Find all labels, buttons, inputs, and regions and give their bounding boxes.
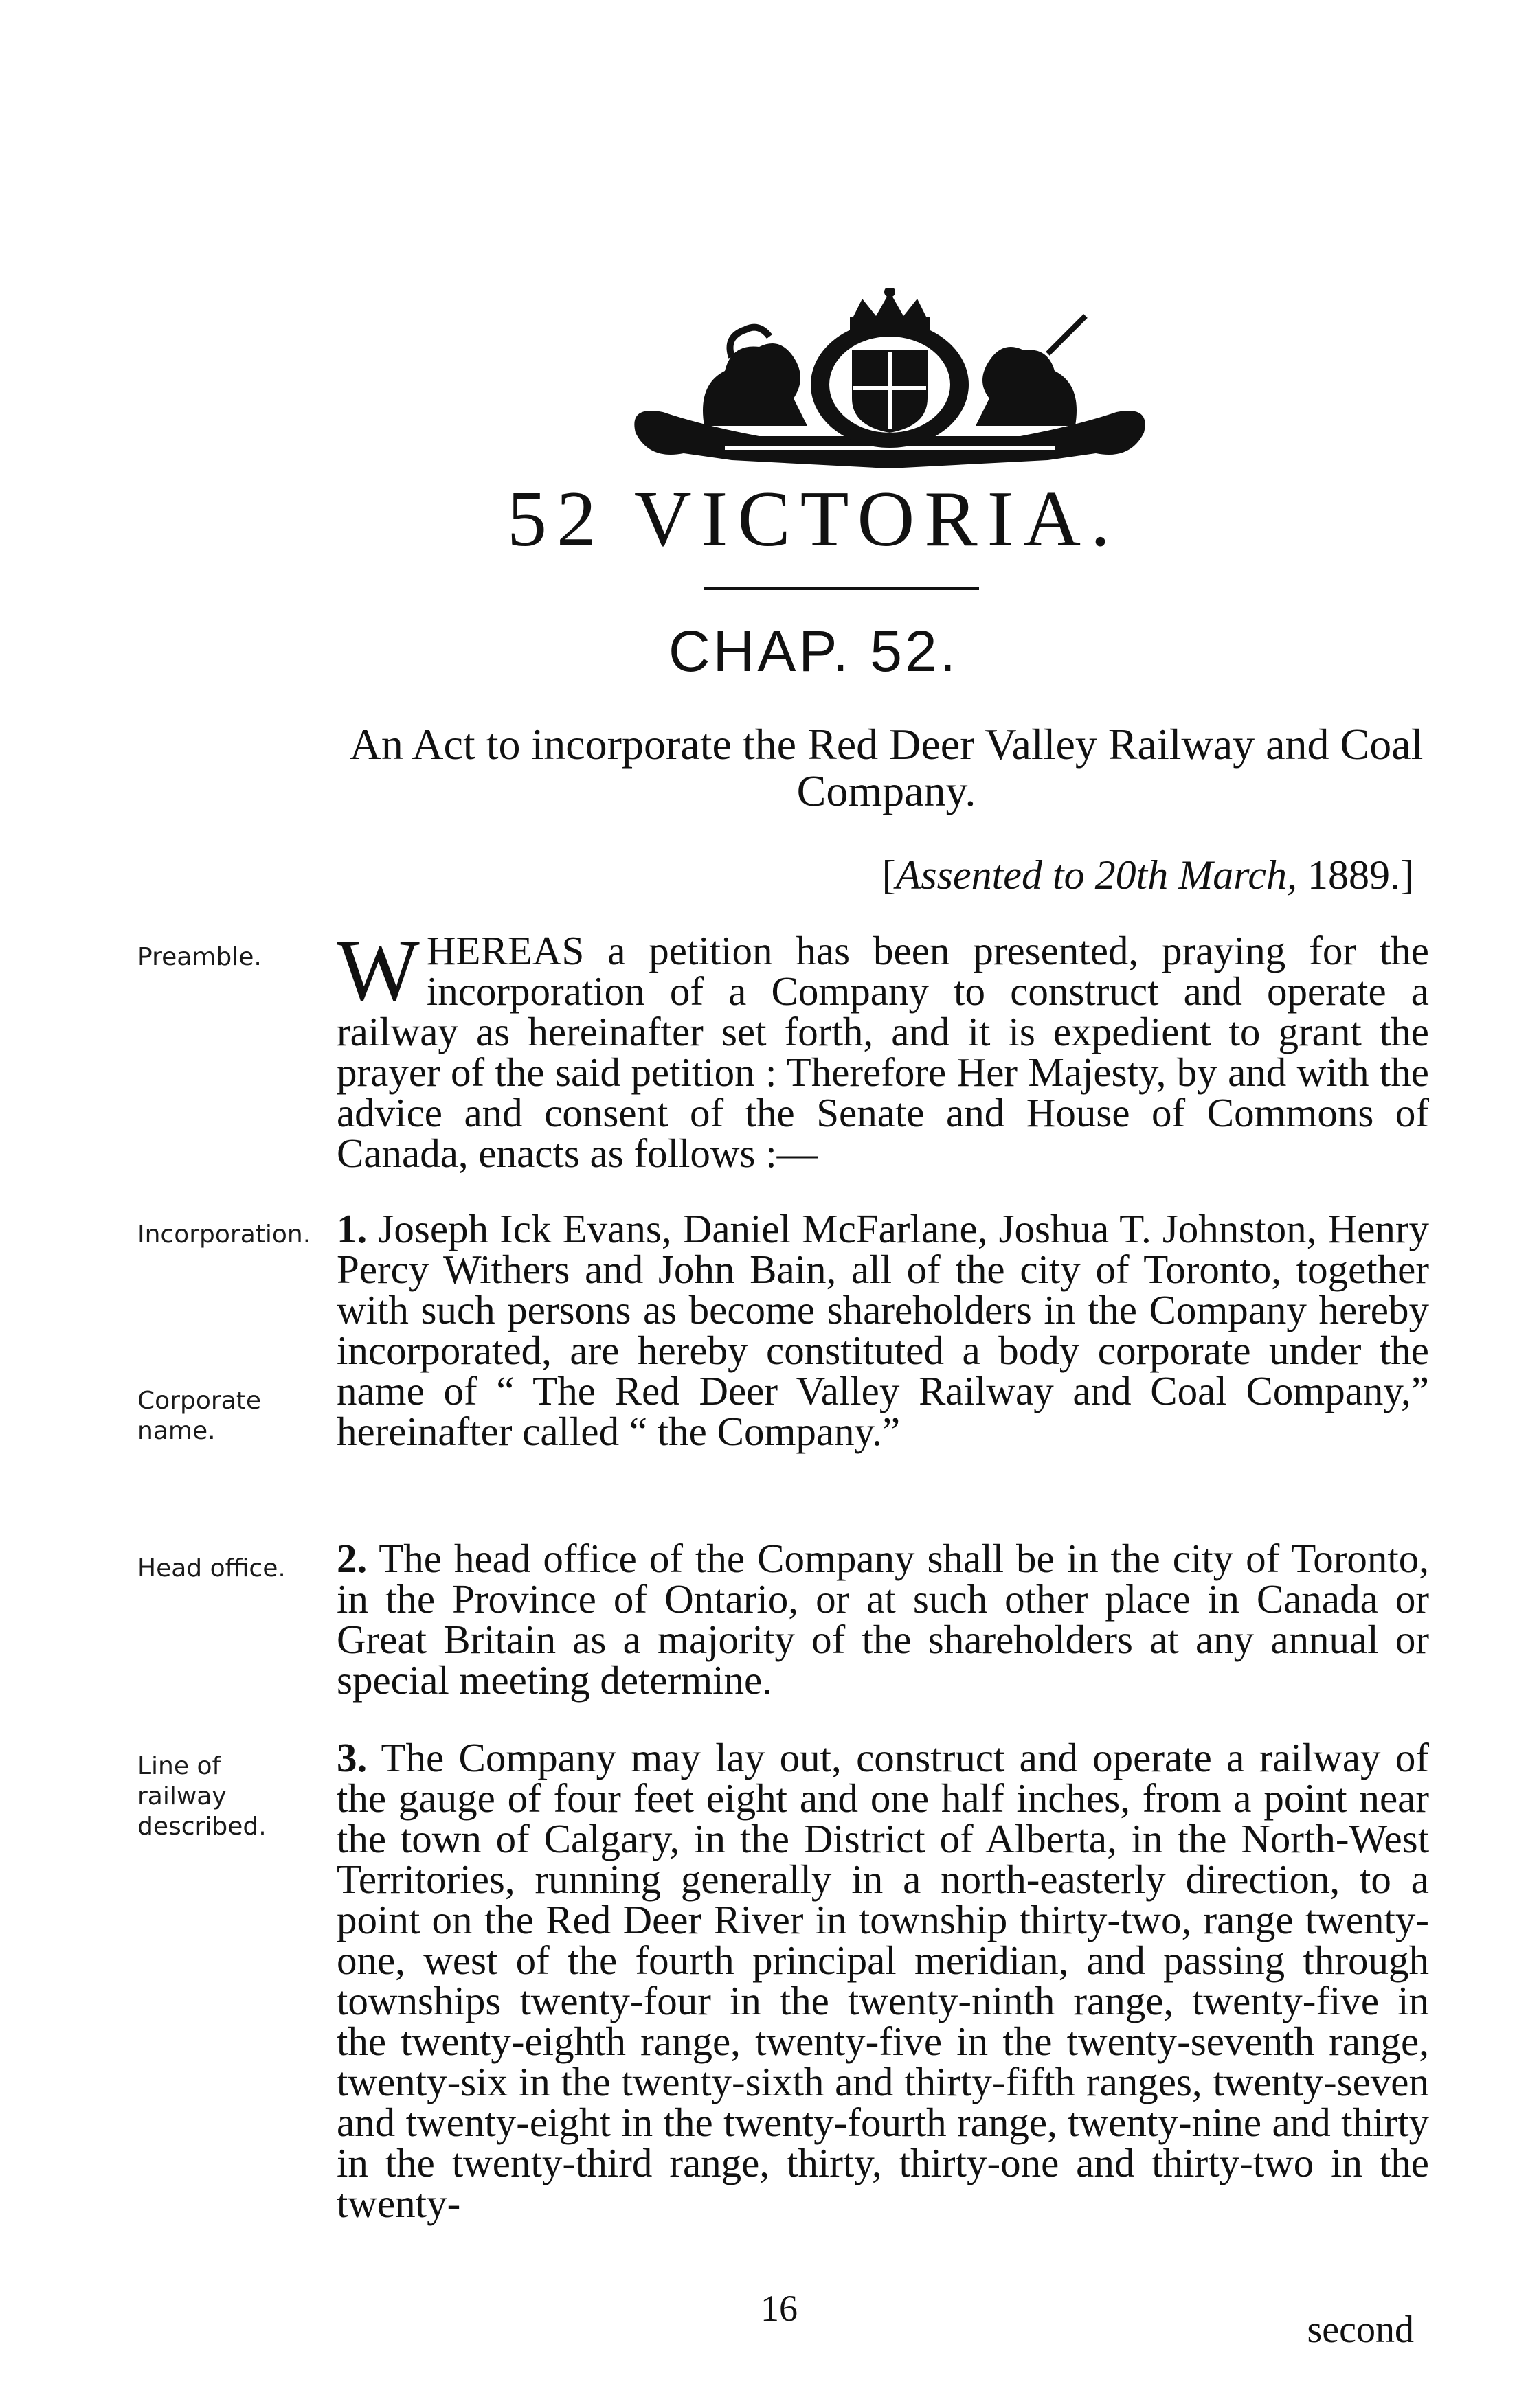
assent-date: Assented to 20th March,: [895, 852, 1298, 898]
assent-bracket: [: [881, 852, 896, 898]
section-3: [337, 1735, 1429, 2226]
preamble-paragraph: [337, 922, 1429, 1176]
page-number: 16: [761, 2288, 798, 2329]
assent-line: [882, 852, 1414, 899]
catchword: second: [1307, 2308, 1414, 2351]
margin-note-corporate-name: Corporate name.: [137, 1387, 261, 1445]
section-number: 2.: [337, 1536, 368, 1581]
section-text: The head office of the Company shall be in the city of Toronto, in the Province of Ontario, or at such other place in Canada or Great Britain as a majority of the shareholders at any annual or special meeting determine.: [337, 1536, 1429, 1703]
margin-note-line-of-railway: Line of railway described.: [137, 1752, 267, 1841]
assent-year: 1889.]: [1297, 852, 1414, 898]
section-1: [337, 1206, 1429, 1454]
margin-note-head-office: Head office.: [137, 1554, 286, 1582]
section-number: 3.: [337, 1735, 368, 1780]
royal-coat-of-arms-icon: [622, 288, 1158, 474]
section-2: [337, 1538, 1429, 1701]
divider: [704, 587, 979, 590]
dropcap: W: [337, 922, 420, 1019]
preamble-text: HEREAS a petition has been presented, praying for the incorporation of a Company to construct and operate a railway as hereinafter set forth, and it is expedient to grant the prayer of the said petition : Therefore Her Majesty, by and with the advice and consent of the Senate and House of Commons of Canada, enacts as follows :—: [337, 928, 1429, 1176]
section-text: Joseph Ick Evans, Daniel McFarlane, Joshua T. Johnston, Henry Percy Withers and John Bain, all of the city of Toronto, together with such persons as become shareholders in the Company hereby incorporated, are hereby constituted a body corporate under the name of “ The Red Deer Valley Railway and Coal Company,” hereinafter called “ the Company.”: [337, 1206, 1429, 1454]
margin-note-preamble: Preamble.: [137, 943, 262, 971]
reign-heading: 52 VICTORIA.: [507, 475, 1120, 563]
section-number: 1.: [337, 1206, 368, 1251]
chapter-heading: CHAP. 52.: [668, 619, 958, 683]
act-title: An Act to incorporate the Red Deer Valley Railway and Coal Company.: [349, 720, 1424, 815]
section-text: The Company may lay out, construct and operate a railway of the gauge of four feet eight and one half inches, from a point near the town of Calgary, in the District of Alberta, in the North-West Territories, running generally in a north-easterly direction, to a point on the Red Deer River in township thirty-two, range twenty-one, west of the fourth principal meridian, and passing through townships twenty-four in the twenty-ninth range, twenty-five in the twenty-eighth range, twenty-five in the twenty-seventh range, twenty-six in the twenty-sixth and thirty-fifth ranges, twenty-seven and twenty-eight in the twenty-fourth range, twenty-nine and thirty in the twenty-third range, thirty, thirty-one and thirty-two in the twenty-: [337, 1735, 1429, 2226]
margin-note-incorporation: Incorporation.: [137, 1220, 311, 1249]
